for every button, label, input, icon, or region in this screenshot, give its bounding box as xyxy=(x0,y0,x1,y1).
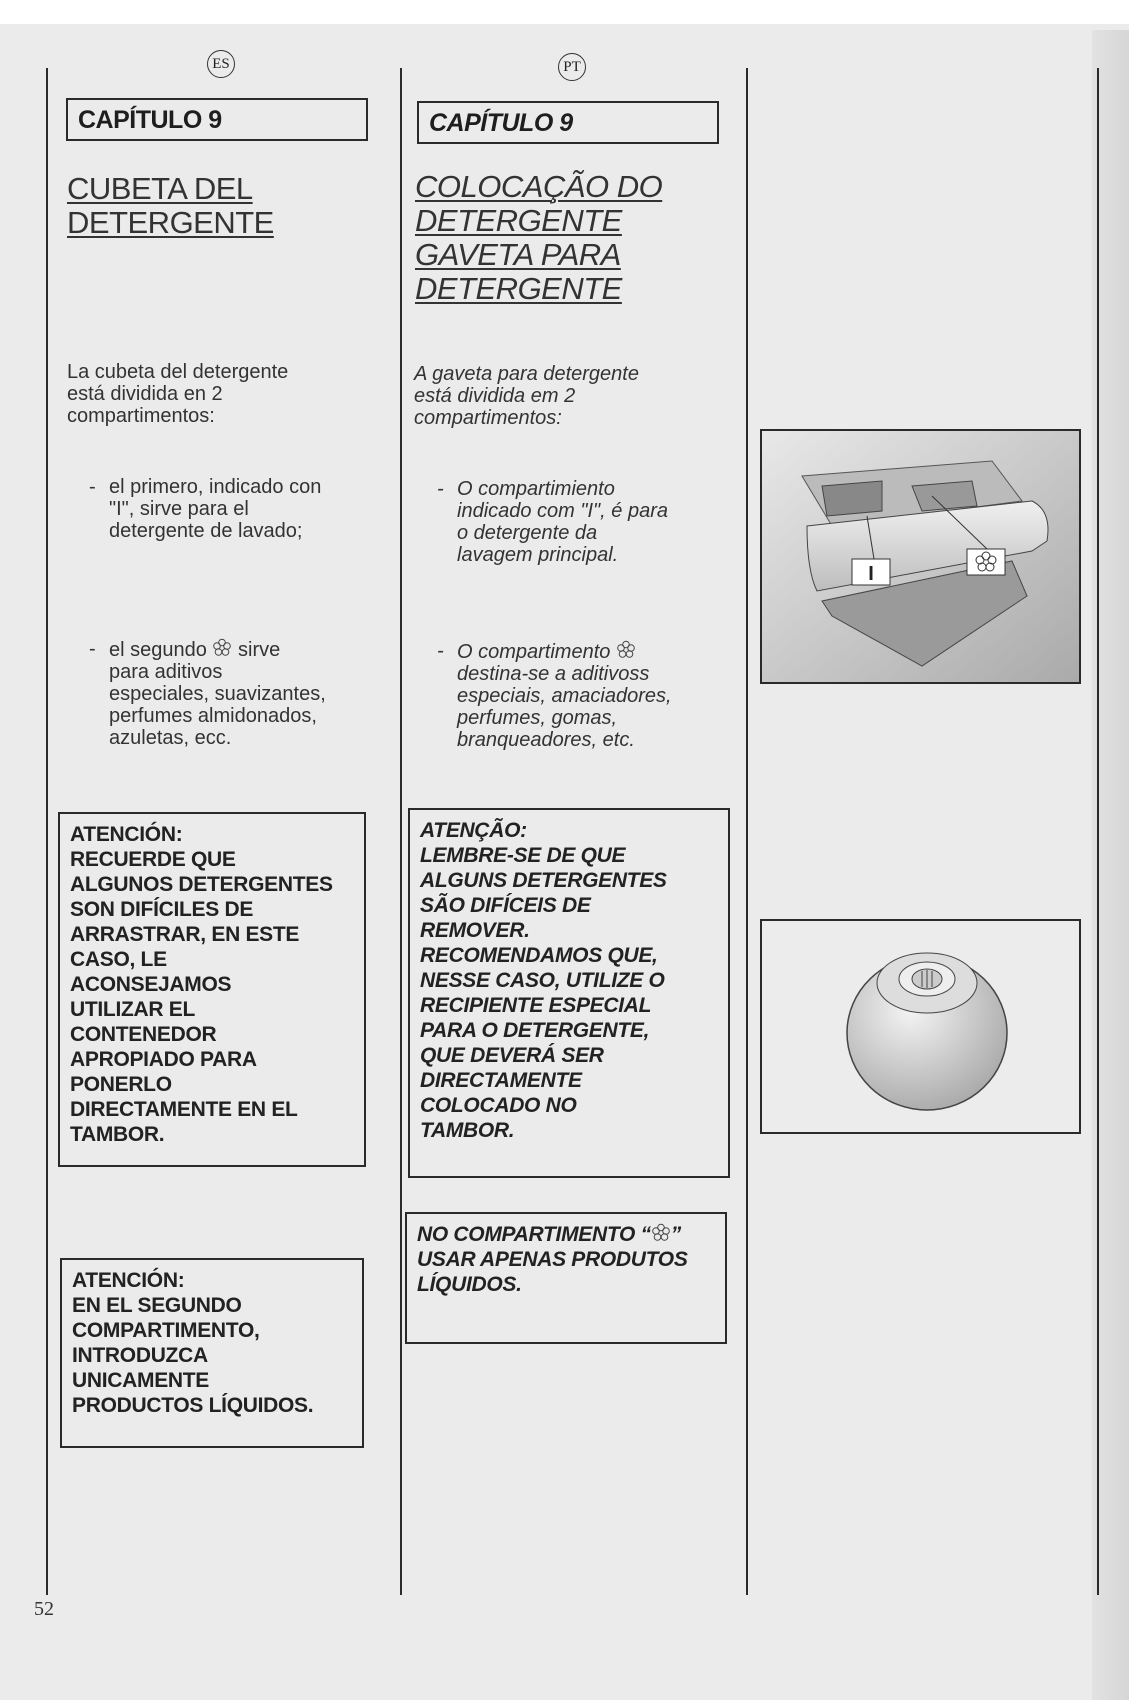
text-line: LEMBRE-SE DE QUE xyxy=(420,844,626,867)
text-line: RECIPIENTE ESPECIAL xyxy=(420,994,652,1017)
text-line: TAMBOR. xyxy=(70,1123,165,1146)
text-line: INTRODUZCA xyxy=(72,1344,208,1367)
title-line: CUBETA DEL xyxy=(67,171,253,206)
text-line: RECOMENDAMOS QUE, xyxy=(420,944,658,967)
text-line: ATENCIÓN: xyxy=(70,823,183,846)
text-fragment: ” xyxy=(670,1223,681,1246)
text-line: CONTENEDOR xyxy=(70,1023,217,1046)
text-line: perfumes, gomas, xyxy=(457,707,618,729)
chapter-heading-pt: CAPÍTULO 9 xyxy=(417,101,719,144)
title-line: COLOCAÇÃO DO xyxy=(415,169,663,204)
text-line: ALGUNS DETERGENTES xyxy=(420,869,667,892)
column-divider xyxy=(46,68,48,1595)
text-line: A gaveta para detergente xyxy=(414,363,639,385)
text-fragment: sirve xyxy=(238,639,281,661)
title-line: DETERGENTE xyxy=(415,271,622,306)
text-line: QUE DEVERÁ SER xyxy=(420,1044,604,1067)
flower-softener-icon xyxy=(616,640,636,660)
warning-box-es-detergents xyxy=(58,812,366,1167)
text-line: ALGUNOS DETERGENTES xyxy=(70,873,333,896)
text-line: EN EL SEGUNDO xyxy=(72,1294,242,1317)
text-line: COMPARTIMENTO, xyxy=(72,1319,260,1342)
bullet-second-compartment-pt: - O compartimento destina-se a aditivoss especiais, amaciadores, perfumes, gomas, branqueadores, etc. xyxy=(437,640,672,751)
bullet-first-compartment-es: - el primero, indicado con "I", sirve para el detergente de lavado; xyxy=(89,476,322,542)
flower-softener-icon xyxy=(212,638,232,658)
language-badge-es: ES xyxy=(207,50,235,78)
text-line: ACONSEJAMOS xyxy=(70,973,232,996)
text-line: especiales, suavizantes, xyxy=(109,683,326,705)
title-line: DETERGENTE xyxy=(415,203,622,238)
intro-text-es xyxy=(67,361,288,427)
text-line: TAMBOR. xyxy=(420,1119,515,1142)
bullet-first-compartment-pt: - O compartimiento indicado com "I", é para o detergente da lavagem principal. xyxy=(437,478,668,566)
text-line: CASO, LE xyxy=(70,948,167,971)
text-line: DIRECTAMENTE EN EL xyxy=(70,1098,298,1121)
text-fragment: O compartimento xyxy=(457,641,611,663)
title-line: GAVETA PARA xyxy=(415,237,621,272)
text-line: USAR APENAS PRODUTOS xyxy=(417,1248,688,1271)
text-line: COLOCADO NO xyxy=(420,1094,577,1117)
text-line: lavagem principal. xyxy=(457,544,619,566)
text-line: azuletas, ecc. xyxy=(109,727,232,749)
text-line: compartimentos: xyxy=(414,407,562,429)
text-line: UTILIZAR EL xyxy=(70,998,196,1021)
detergent-ball-illustration xyxy=(760,919,1081,1134)
flower-softener-icon xyxy=(651,1223,671,1243)
prewash-label: I xyxy=(868,563,874,585)
text-line: UNICAMENTE xyxy=(72,1369,209,1392)
dosing-ball-drawing xyxy=(762,921,1081,1134)
text-line: destina-se a aditivoss xyxy=(457,663,650,685)
section-title-es xyxy=(67,172,274,240)
title-line: DETERGENTE xyxy=(67,205,274,240)
text-line: PARA O DETERGENTE, xyxy=(420,1019,650,1042)
warning-box-pt-detergents xyxy=(408,808,730,1178)
text-line: el primero, indicado con xyxy=(109,476,322,498)
text-line: APROPIADO PARA xyxy=(70,1048,257,1071)
warning-box-es-liquids xyxy=(60,1258,364,1448)
text-fragment: el segundo xyxy=(109,639,207,661)
column-divider xyxy=(746,68,748,1595)
bullet-second-compartment-es: - el segundo sirve para aditivos especiales, suavizantes, perfumes almidonados, azuletas, ecc. xyxy=(89,638,326,749)
text-line: perfumes almidonados, xyxy=(109,705,317,727)
drawer-drawing xyxy=(762,431,1081,684)
text-line: indicado com "I", é para xyxy=(457,500,668,522)
text-line: SÃO DIFÍCEIS DE xyxy=(420,894,591,917)
page-number: 52 xyxy=(34,1598,54,1620)
intro-text-pt xyxy=(414,363,639,429)
text-line: DIRECTAMENTE xyxy=(420,1069,582,1092)
text-line: REMOVER. xyxy=(420,919,530,942)
text-line: O compartimiento xyxy=(457,478,615,500)
text-line: La cubeta del detergente xyxy=(67,361,289,383)
column-divider xyxy=(1097,68,1099,1595)
text-line: para aditivos xyxy=(109,661,223,683)
text-line: branqueadores, etc. xyxy=(457,729,635,751)
text-line: NESSE CASO, UTILIZE O xyxy=(420,969,665,992)
text-line: ARRASTRAR, EN ESTE xyxy=(70,923,300,946)
chapter-heading-es: CAPÍTULO 9 xyxy=(66,98,368,141)
text-line: RECUERDE QUE xyxy=(70,848,236,871)
text-line: PRODUCTOS LÍQUIDOS. xyxy=(72,1394,314,1417)
text-line: está dividida en 2 xyxy=(67,383,223,405)
text-line: "I", sirve para el xyxy=(109,498,249,520)
text-line: está dividida em 2 xyxy=(414,385,576,407)
text-line: ATENCIÓN: xyxy=(72,1269,185,1292)
text-line: PONERLO xyxy=(70,1073,172,1096)
column-divider xyxy=(400,68,402,1595)
text-line: SON DIFÍCILES DE xyxy=(70,898,254,921)
text-line: compartimentos: xyxy=(67,405,215,427)
text-line: detergente de lavado; xyxy=(109,520,303,542)
language-badge-pt: PT xyxy=(558,53,586,81)
detergent-drawer-illustration xyxy=(760,429,1081,684)
text-line: o detergente da xyxy=(457,522,598,544)
warning-box-pt-liquids xyxy=(405,1212,727,1344)
text-line: ATENÇÃO: xyxy=(420,819,527,842)
text-line: especiais, amaciadores, xyxy=(457,685,672,707)
section-title-pt xyxy=(415,170,662,306)
text-fragment: NO COMPARTIMENTO “ xyxy=(417,1223,651,1246)
text-line: LÍQUIDOS. xyxy=(417,1273,522,1296)
